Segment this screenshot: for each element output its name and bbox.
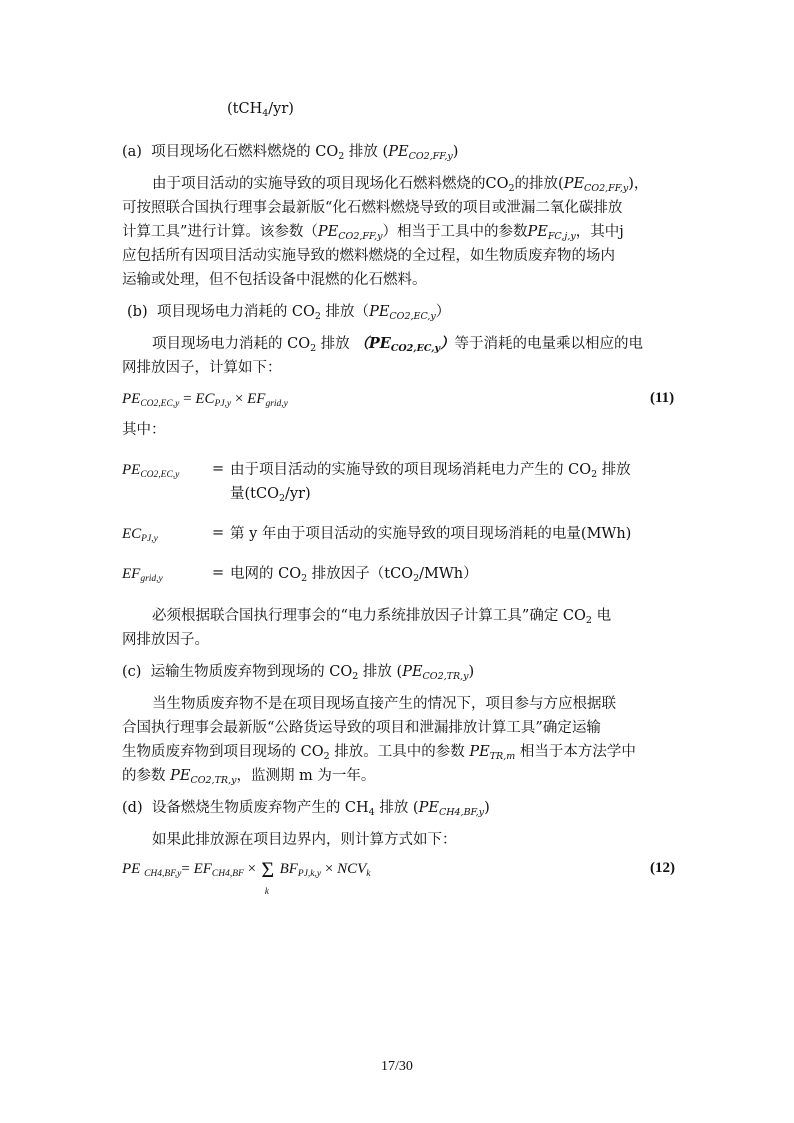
section-c-para-1: 当生物质废弃物不是在项目现场直接产生的情况下，项目参与方应根据联 <box>152 696 616 712</box>
def-text-ef-grid: 电网的 $CO_2$ 排放因子（tCO$_2$/MWh） <box>230 566 478 584</box>
section-c-para-2: 合国执行理事会最新版“公路货运导致的项目和泄漏排放计算工具”确定运输 <box>122 720 601 736</box>
grid-note-para-1: 必须根据联合国执行理事会的“电力系统排放因子计算工具”确定 $CO_2$ 电 <box>152 608 612 626</box>
page-number: 17/30 <box>381 1059 413 1074</box>
unit-label: (tCH$_4$/yr) <box>227 101 294 119</box>
section-c-para-4: 的参数 $PE_{CO2,TR,y}$，监测期 m 为一年。 <box>122 768 376 786</box>
section-d-para-1: 如果此排放源在项目边界内，则计算方式如下： <box>152 832 457 848</box>
section-c-title: (c) 运输生物质废弃物到现场的 $CO_2$ 排放 $(PE_{CO2,TR,y})$ <box>122 664 475 682</box>
section-b-title: (b) 项目现场电力消耗的 $CO_2$ 排放$(PE_{CO2,EC,y})$ <box>127 304 451 322</box>
section-b-para-2: 网排放因子，计算如下： <box>122 360 282 376</box>
section-a-para-1: 由于项目活动的实施导致的项目现场化石燃料燃烧的$CO_2$的排放$(PE_{CO2,FF,y})$， <box>152 176 649 194</box>
def-text-pe-co2-ec-line2: 量(tCO$_2$/yr) <box>230 486 311 504</box>
def-symbol-ef-grid: $EF_{grid,y}$ <box>122 566 163 584</box>
section-b-para-1: 项目现场电力消耗的 $CO_2$ 排放 $(PE_{CO2,EC,y})$等于消耗的电量乘以相应的电 <box>152 335 644 354</box>
def-symbol-pe-co2-ec: $PE_{CO2,EC,y}$ <box>122 462 180 480</box>
def-symbol-ec-pj: $EC_{PJ,y}$ <box>122 526 158 544</box>
equation-11: $PE_{CO2,EC,y} = EC_{PJ,y} \times EF_{grid,y}$ <box>122 391 288 409</box>
section-a-para-5: 运输或处理，但不包括设备中混燃的化石燃料。 <box>122 272 427 288</box>
section-a-para-2: 可按照联合国执行理事会最新版“化石燃料燃烧导致的项目或泄漏二氧化碳排放 <box>122 200 623 216</box>
where-label: 其中： <box>122 422 166 438</box>
section-a-para-3: 计算工具”进行计算。该参数$(PE_{CO2,FF,y})$相当于工具中的参数$PE_{FC,j,y}$，其中j <box>122 224 624 242</box>
grid-note-para-2: 网排放因子。 <box>122 632 209 648</box>
def-text-pe-co2-ec-line1: 由于项目活动的实施导致的项目现场消耗电力产生的 $CO_2$ 排放 <box>230 462 631 480</box>
def-text-ec-pj: 第 y 年由于项目活动的实施导致的项目现场消耗的电量(MWh) <box>230 526 632 542</box>
def-equals: = <box>212 461 225 477</box>
equation-11-number: (11) <box>650 390 675 406</box>
section-a-para-4: 应包括所有因项目活动实施导致的燃料燃烧的全过程，如生物质废弃物的场内 <box>122 248 615 264</box>
def-equals: = <box>212 525 225 541</box>
def-equals: = <box>212 565 225 581</box>
equation-12: PE $_{CH4,BF,y}= EF_{CH4,BF} \times \Sigma$ k $BF_{PJ,k,y} \times NCV_k$ <box>122 857 371 896</box>
section-c-para-3: 生物质废弃物到项目现场的 $CO_2$ 排放。工具中的参数 $PE_{TR,m}$ 相当于本方法学中 <box>122 744 636 762</box>
section-d-title: (d) 设备燃烧生物质废弃物产生的 $CH_4$ 排放 $(PE_{CH4,BF,y})$ <box>122 800 490 818</box>
equation-12-number: (12) <box>650 860 675 876</box>
section-a-title: (a) 项目现场化石燃料燃烧的 $CO_2$ 排放 $(PE_{CO2,FF,y})$ <box>122 144 459 162</box>
